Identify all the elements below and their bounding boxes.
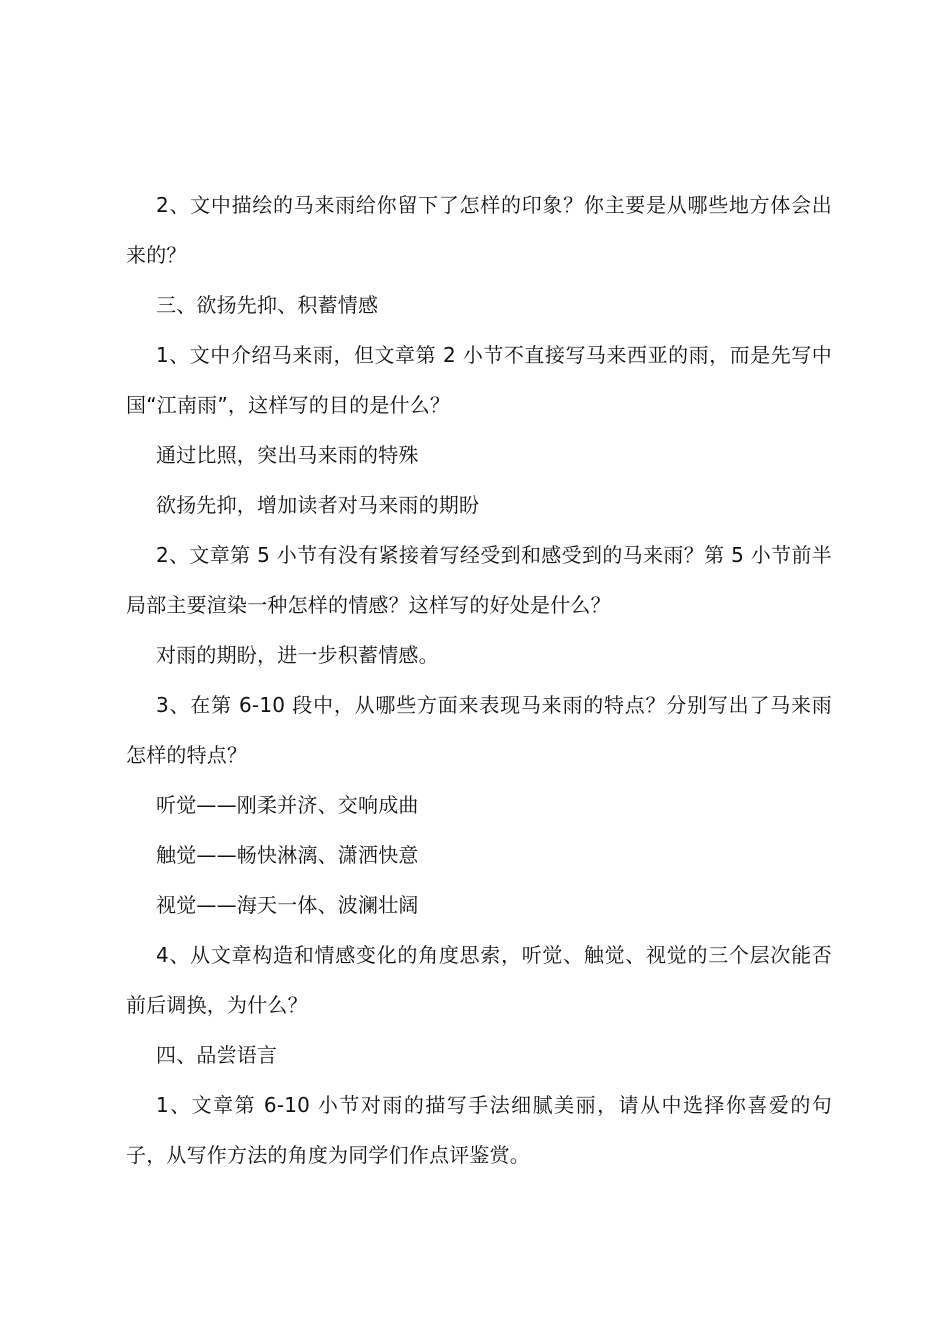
answer-sight: 视觉——海天一体、波澜壮阔 [156,893,419,917]
answer-contrast: 通过比照，突出马来雨的特殊 [156,443,419,467]
question-4-order: 4、从文章构造和情感变化的角度思索，听觉、触觉、视觉的三个层次能否前后调换，为什么？ [126,943,832,1017]
section-heading-3: 三、欲扬先抑、积蓄情感 [156,293,379,317]
section-heading-4: 四、品尝语言 [156,1043,278,1067]
question-1-jiangnan-rain: 1、文中介绍马来雨，但文章第 2 小节不直接写马来西亚的雨，而是先写中国“江南雨”，这样写的目的是什么？ [126,343,832,417]
question-2-impression: 2、文中描绘的马来雨给你留下了怎样的印象？你主要是从哪些地方体会出来的？ [126,193,832,267]
question-2-section-5: 2、文章第 5 小节有没有紧接着写经受到和感受到的马来雨？第 5 小节前半局部主要渲染一种怎样的情感？这样写的好处是什么？ [126,543,832,617]
question-1-appreciation: 1、文章第 6-10 小节对雨的描写手法细腻美丽，请从中选择你喜爱的句子，从写作方法的角度为同学们作点评鉴赏。 [126,1093,832,1167]
answer-emotion: 对雨的期盼，进一步积蓄情感。 [156,643,439,667]
question-3-features: 3、在第 6-10 段中，从哪些方面来表现马来雨的特点？分别写出了马来雨怎样的特点？ [126,693,832,767]
answer-hearing: 听觉——刚柔并济、交响成曲 [156,793,419,817]
answer-anticipation: 欲扬先抑，增加读者对马来雨的期盼 [156,493,480,517]
document-body [126,180,832,1180]
answer-touch: 触觉——畅快淋漓、潇洒快意 [156,843,419,867]
